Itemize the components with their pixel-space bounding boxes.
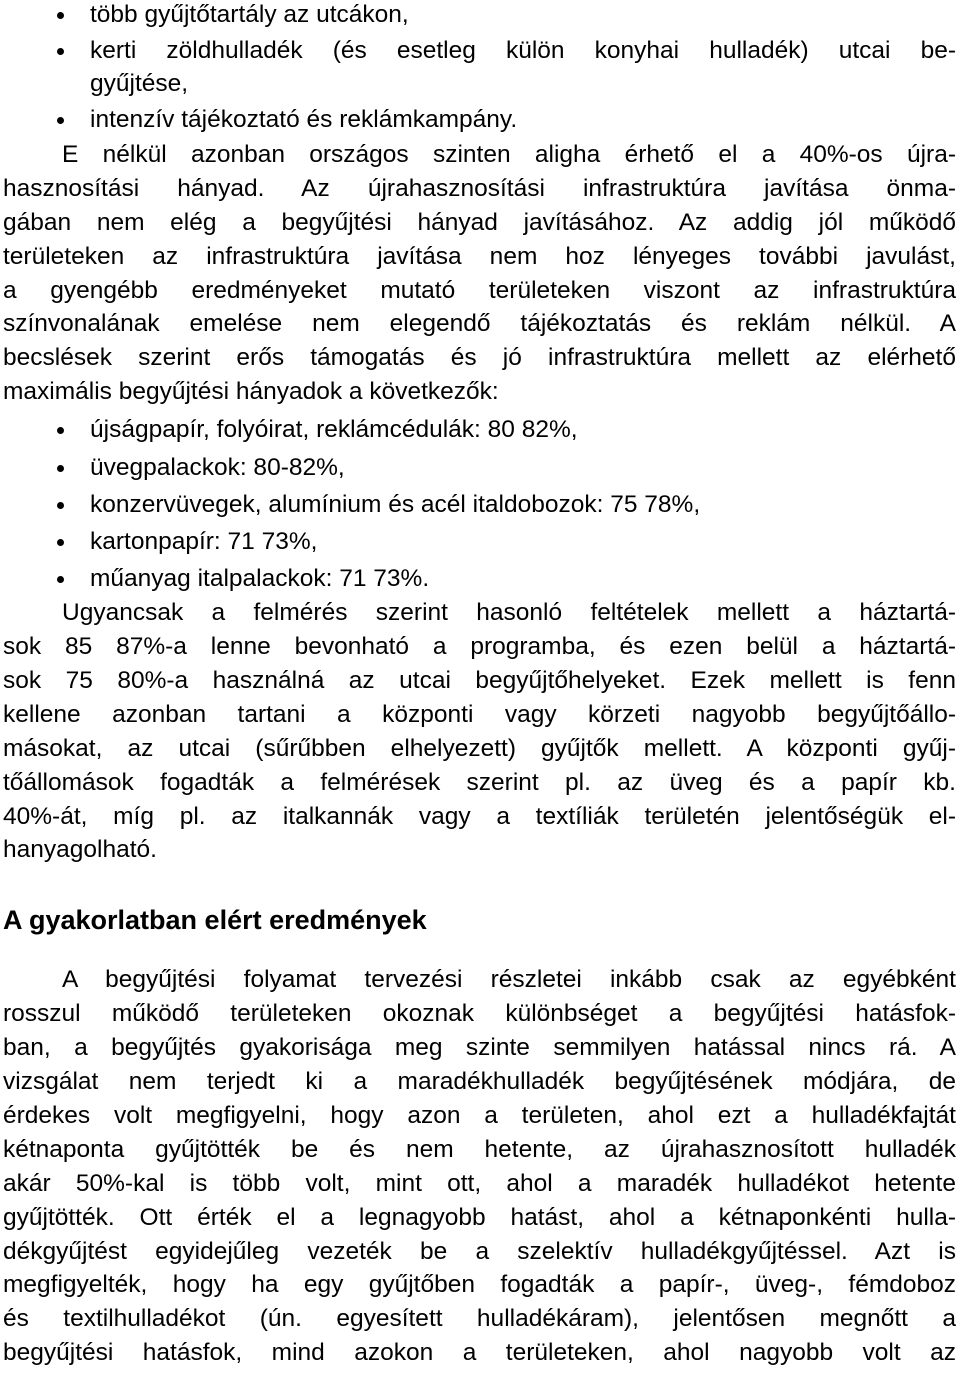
paragraph-line: másokat, az utcai (sűrűbben elhelyezett) gyűjtők mellett. A központi gyűj- — [3, 735, 956, 762]
paragraph-line: sok 75 80%-a használná az utcai begyűjtőhelyeket. Ezek mellett is fenn — [3, 667, 956, 694]
paragraph-line: kellene azonban tartani a központi vagy körzeti nagyobb begyűjtőállo- — [3, 701, 956, 728]
paragraph-line: sok 85 87%-a lenne bevonható a programba, és ezen belül a háztartá- — [3, 633, 956, 660]
paragraph-line: ban, a begyűjtés gyakorisága meg szinte semmilyen hatással nincs rá. A — [3, 1034, 956, 1061]
list-item: kerti zöldhulladék (és esetleg külön konyhai hulladék) utcai be- — [90, 37, 956, 64]
paragraph-line: akár 50%-kal is több volt, mint ott, ahol a maradék hulladékot hetente — [3, 1170, 956, 1197]
paragraph-line: Ugyancsak a felmérés szerint hasonló feltételek mellett a háztartá- — [62, 599, 956, 626]
paragraph-line: gában nem elég a begyűjtési hányad javításához. Az addig jól működő — [3, 209, 956, 236]
section-heading: A gyakorlatban elért eredmények — [3, 905, 427, 935]
paragraph-line: és textilhulladékot (ún. egyesített hulladékáram), jelentősen megnőtt a — [3, 1305, 956, 1332]
paragraph-line: területeken az infrastruktúra javítása nem hoz lényeges további javulást, — [3, 243, 956, 270]
list-item: intenzív tájékoztató és reklámkampány. — [90, 106, 518, 133]
paragraph-line: begyűjtési hatásfok, mind azokon a területeken, ahol nagyobb volt az — [3, 1339, 956, 1366]
paragraph-line: 40%-át, míg pl. az italkannák vagy a textíliák területén jelentőségük el- — [3, 803, 956, 830]
list-item: konzervüvegek, alumínium és acél italdobozok: 75 78%, — [90, 491, 701, 518]
paragraph-line: hanyagolható. — [3, 836, 157, 863]
list-item: újságpapír, folyóirat, reklámcédulák: 80 82%, — [90, 416, 578, 443]
paragraph-line: dékgyűjtést egyidejűleg vezeték be a szelektív hulladékgyűjtéssel. Azt is — [3, 1238, 956, 1265]
bullet-dot — [57, 465, 64, 472]
bullet-dot — [57, 48, 64, 55]
paragraph-line: maximális begyűjtési hányadok a következők: — [3, 378, 499, 405]
paragraph-line: gyűjtötték. Ott érték el a legnagyobb hatást, ahol a kétnaponkénti hulla- — [3, 1204, 956, 1231]
paragraph-line: tőállomások fogadták a felmérések szerint pl. az üveg és a papír kb. — [3, 769, 956, 796]
paragraph-line: kétnaponta gyűjtötték be és nem hetente, az újrahasznosított hulladék — [3, 1136, 956, 1163]
paragraph-line: érdekes volt megfigyelni, hogy azon a területen, ahol ezt a hulladékfajtát — [3, 1102, 956, 1129]
list-item: több gyűjtőtartály az utcákon, — [90, 1, 409, 28]
paragraph-line: hasznosítási hányad. Az újrahasznosítási infrastruktúra javítása önma- — [3, 175, 956, 202]
paragraph-line: rosszul működő területeken okoznak különbséget a begyűjtési hatásfok- — [3, 1000, 956, 1027]
bullet-dot — [57, 117, 64, 124]
list-item: üvegpalackok: 80-82%, — [90, 454, 345, 481]
bullet-dot — [57, 576, 64, 583]
paragraph-line: vizsgálat nem terjedt ki a maradékhulladék begyűjtésének módjára, de — [3, 1068, 956, 1095]
paragraph-line: becslések szerint erős támogatás és jó infrastruktúra mellett az elérhető — [3, 344, 956, 371]
bullet-dot — [57, 427, 64, 434]
paragraph-line: megfigyelték, hogy ha egy gyűjtőben fogadták a papír-, üveg-, fémdoboz — [3, 1271, 956, 1298]
paragraph-line: E nélkül azonban országos szinten aligha érhető el a 40%-os újra- — [62, 141, 956, 168]
bullet-dot — [57, 502, 64, 509]
paragraph-line: a gyengébb eredményeket mutató területeken viszont az infrastruktúra — [3, 277, 956, 304]
list-item-continuation: gyűjtése, — [90, 70, 189, 97]
list-item: kartonpapír: 71 73%, — [90, 528, 318, 555]
bullet-dot — [57, 12, 64, 19]
bullet-dot — [57, 539, 64, 546]
paragraph-line: A begyűjtési folyamat tervezési részletei inkább csak az egyébként — [62, 966, 956, 993]
paragraph-line: színvonalának emelése nem elegendő tájékoztatás és reklám nélkül. A — [3, 310, 956, 337]
list-item: műanyag italpalackok: 71 73%. — [90, 565, 430, 592]
